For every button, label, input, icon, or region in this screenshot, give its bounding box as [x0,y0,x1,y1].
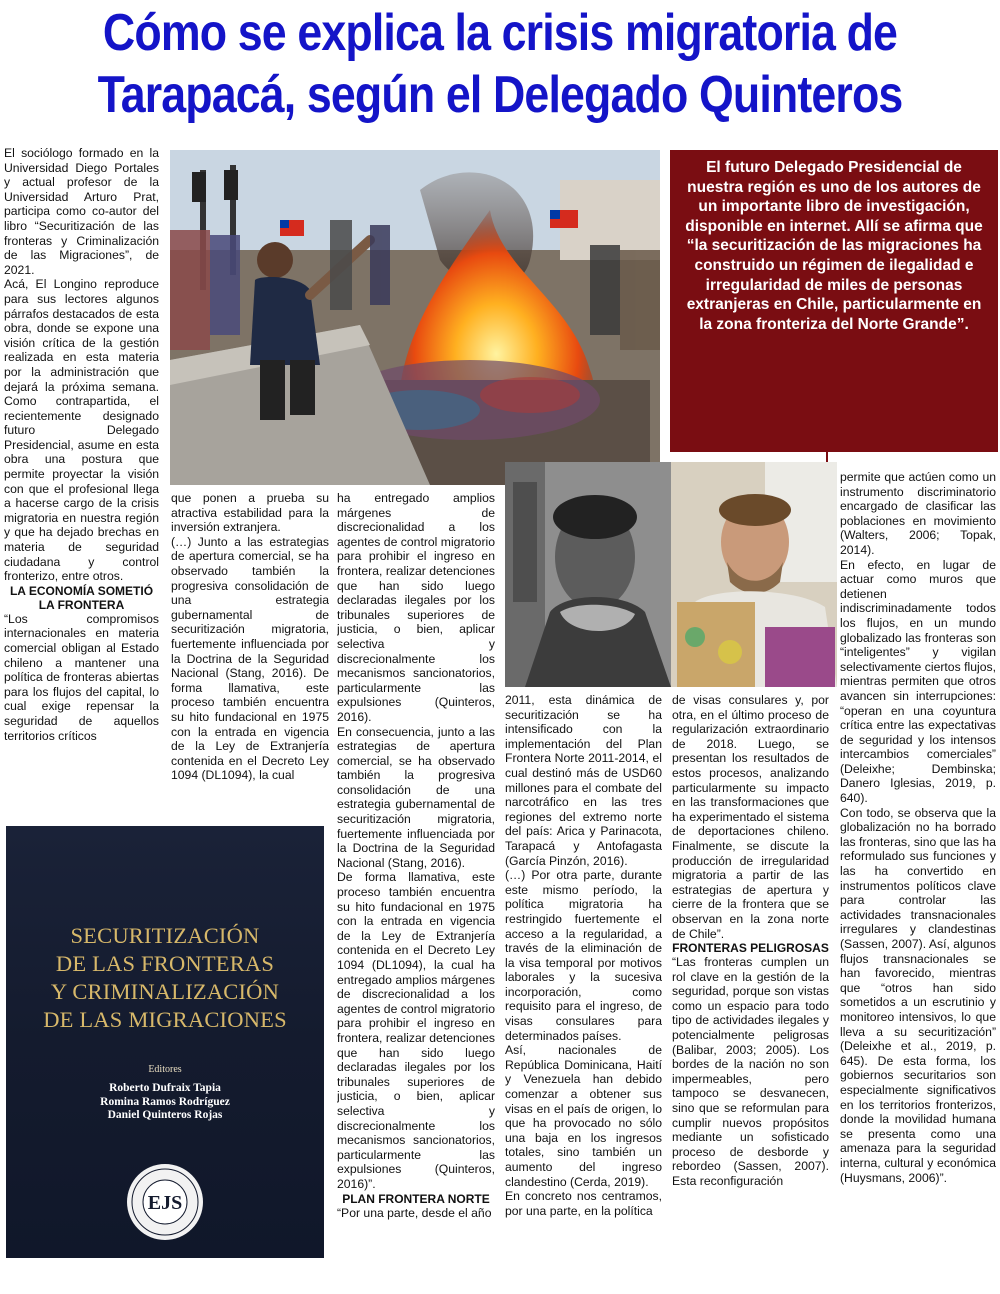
book-editors-label: Editores [148,1064,182,1075]
book-title [6,922,324,1034]
paragraph: Así, nacionales de República Dominicana, Haití y Venezuela han debido comenzar a obtener sus visas en el país de origen, lo que ha provocado no sólo una baja en los ingresos totales, sino también un aumento del ingreso clandestino (Cerda, 2019). [505,1043,662,1189]
subheading: LA ECONOMÍA SOMETIÓ LA FRONTERA [9,583,154,612]
paragraph: “Los compromisos internacionales en materia comercial obligan al Estado chileno a mantener una política de fronteras abiertas para los flujos del capital, lo cual exige repensar la seguridad de aquellos territorios críticos [4,611,159,743]
book-editors [6,1082,324,1123]
paragraph: En concreto nos centramos, por una parte, en la política [505,1189,662,1218]
paragraph: (…) Junto a las estrategias de apertura comercial, se ha observado también la progresiva consolidación de una estrategia gubernamental de securitización migratoria, fuertemente influenciada por la Doctrina de la Seguridad Nacional (Stang, 2016). De forma llamativa, este proceso también encuentra su hito fundacional en 1975 con la entrada en vigencia de la Ley de Extranjería contenida en el Decreto Ley 1094 (DL1094), la cual [171,534,329,783]
book-title-line: Y CRIMINALIZACIÓN [50,979,280,1004]
paragraph: que ponen a prueba su atractiva estabilidad para la inversión extranjera. [171,491,329,535]
article-column-4 [505,693,662,1261]
paragraph: de visas consulares y, por otra, en el último proceso de regularización extraordinario de 2018. Luego, se presentan los resultados de estos procesos, analizando particularmente su impacto en las transformaciones que ha experimentado el sistema de deportaciones chileno. Finalmente, se discute la producción de irregularidad migratoria a partir de las estrategias de apertura y cierre de la frontera que se observan en la zona norte de Chile”. [672,693,829,941]
protest-photo-illustration [170,150,660,485]
book-cover [6,826,324,1258]
paragraph: permite que actúen como un instrumento discriminatorio encargado de clasificar las poblaciones en movimiento (Walters, 2006; Topak, 2014). [840,470,996,557]
book-title-line: DE LAS MIGRACIONES [43,1007,287,1032]
article-column-5 [672,693,829,1261]
paragraph: ha entregado amplios márgenes de discrecionalidad a los agentes de control migratorio para prohibir el ingreso en frontera, realizar detenciones que han sido luego declaradas ilegales por los tribunales superiores de justicia, o bien, aplicar selectiva y discrecionalmente los mecanismos sancionatorios, particularmente las expulsiones (Quinteros, 2016). [337,491,495,724]
paragraph: El sociólogo formado en la Universidad Diego Portales y actual profesor de la Universidad Arturo Prat, participa como co-autor del libro “Securitización de las fronteras y Criminalización de las Migraciones”, de 2021. [4,146,159,277]
paragraph: En efecto, en lugar de actuar como muros que detienen indiscriminadamente todos los flujos, en un mundo globalizado las fronteras son “inteligentes” y vigilan selectivamente ciertos flujos, mientras permiten que otros avancen sin interrupciones: “operan en una coyuntura crítica entre las expectativas de seguridad y los intensos intercambios comerciales” (Deleixhe; Dembinska; Danero Iglesias, 2019, p. 640). [840,557,996,806]
paragraph: “Por una parte, desde el año [337,1205,492,1220]
portraits-photo [505,462,837,687]
publisher-seal-logo [125,1162,205,1242]
article-column-2 [171,491,329,825]
book-editor: Romina Ramos Rodríguez [100,1095,230,1108]
protest-photo [170,150,660,485]
portraits-illustration [505,462,837,687]
paragraph: En consecuencia, junto a las estrategias de apertura comercial, se ha observado también la progresiva consolidación de una estrategia gubernamental de securitización migratoria, fuertemente influenciada por la Doctrina de la Seguridad Nacional (Stang, 2016). [337,724,495,870]
paragraph: 2011, esta dinámica de securitización se ha intensificado con la implementación del Plan Frontera Norte 2011-2014, el cual destinó más de USD60 millones para el combate del narcotráfico en las tres regiones del extremo norte del país: Arica y Parinacota, Tarapacá y Antofagasta (García Pinzón, 2016). [505,693,662,868]
pull-quote-box [670,150,998,452]
paragraph: (…) Por otra parte, durante este mismo período, la política migratoria ha restringido fuertemente el acceso a la regularidad, a través de la eliminación de la visa temporal por motivos laborales y la sucesiva incorporación, como requisito para el ingreso, de visas consulares para determinados países. [505,868,662,1043]
headline [70,2,930,140]
headline-line-1: Cómo se explica la crisis migratoria de [102,4,898,62]
pull-quote-text: El futuro Delegado Presidencial de nuestra región es uno de los autores de un importante libro de investigación, disponible en internet. Allí se afirma que “la securitización de las migraciones ha construido un régimen de ilegalidad e irregularidad de miles de personas extranjeras en Chile, particularmente en la zona fronteriza del Norte Grande”. [685,159,983,333]
headline-line-2: Tarapacá, según el Delegado Quinteros [97,66,903,124]
subheading: PLAN FRONTERA NORTE [342,1191,490,1206]
paragraph: “Las fronteras cumplen un rol clave en la gestión de la seguridad, porque son vistas como un espacio para todo tipo de actividades ilegales y potencialmente peligrosas (Balibar, 2003; 2005). Los bordes de la nación no son impermeables, pero tampoco se desvanecen, sino que se reformulan para cumplir nuevos propósitos mediante un sofisticado proceso de desborde y rebordeo (Sassen, 2007). Esta reconfiguración [672,955,829,1188]
article-column-1 [4,146,159,810]
subheading: FRONTERAS PELIGROSAS [672,941,829,956]
paragraph: De forma llamativa, este proceso también encuentra su hito fundacional en 1975 con la entrada en vigencia de la Ley de Extranjería contenida en el Decreto Ley 1094 (DL1094), la cual ha entregado amplios márgenes de discrecionalidad a los agentes de control migratorio para prohibir el ingreso en frontera, realizar detenciones que han sido luego declaradas ilegales por los tribunales superiores de justicia, o bien, aplicar selectiva y discrecionalmente los mecanismos sancionatorios, particularmente las expulsiones (Quinteros, 2016)”. [337,870,495,1191]
paragraph: Con todo, se observa que la globalización no ha borrado las fronteras, sino que las ha reformulado sus funciones y las ha convertido en instrumentos políticos clave para controlar las actividades transnacionales irregulares y clandestinas (Sassen, 2007). Así, algunos flujos transnacionales se han favorecido, mientras que “otros han sido sometidos a un escrutinio y monitoreo intensivos, lo que lleva a su securitización” (Deleixhe et al., 2019, p. 645). De esta forma, los gobiernos securitarios son especialmente significativos en los territorios fronterizos, donde la movilidad humana se presenta como una amenaza para la seguridad interna, cultural y económica (Huysmans, 2006)”. [840,805,996,1185]
book-editor: Daniel Quinteros Rojas [107,1109,223,1121]
paragraph: Acá, El Longino reproduce para sus lectores algunos párrafos destacados de esta obra, donde se expone una visión crítica de la gestión realizada en esta materia por la administración que dejará la próxima semana. Como contrapartida, el recientemente designado futuro Delegado Presidencial, asume en esta obra una postura que permite proyectar la visión con que el profesional llega a hacerse cargo de la crisis migratoria en nuestra región y que ha dejado brechas en materia de seguridad ciudadana y control fronterizo, entre otros. [4,277,159,584]
article-column-6 [840,470,996,1262]
publisher-logo-text: EJS [147,1192,183,1214]
book-editor: Roberto Dufraix Tapia [109,1082,221,1094]
book-title-line: DE LAS FRONTERAS [55,951,275,976]
article-column-3 [337,491,495,1261]
book-title-line: SECURITIZACIÓN [70,923,260,948]
